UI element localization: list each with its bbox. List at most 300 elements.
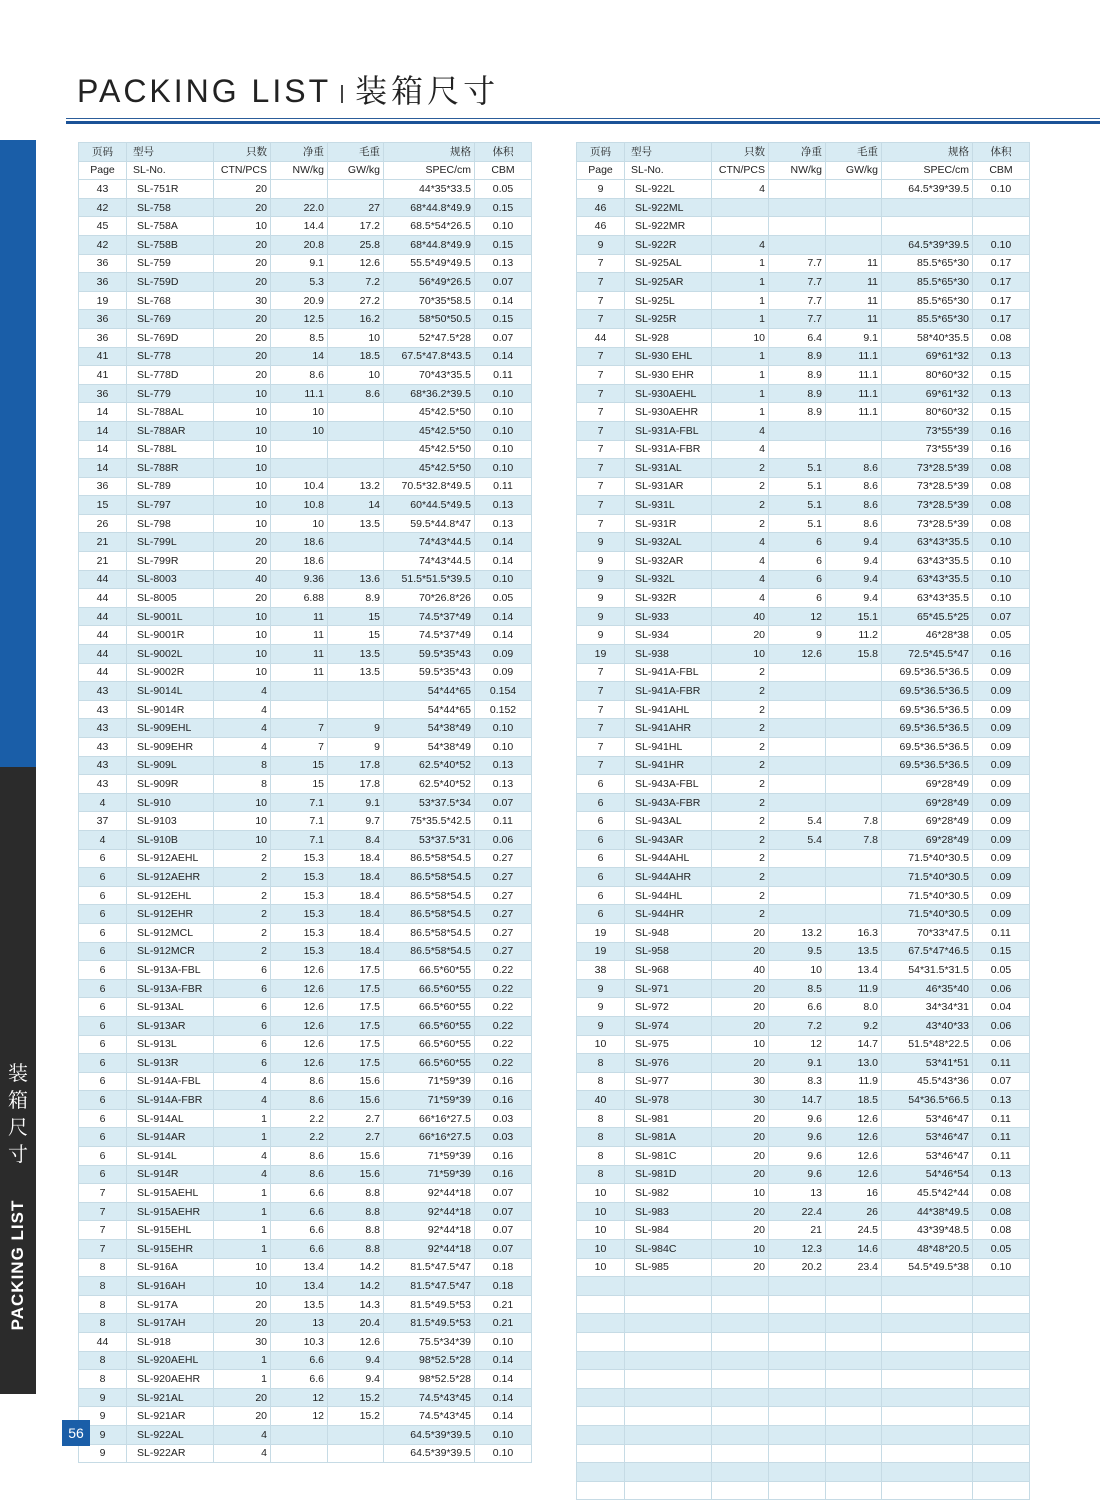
table-cell (712, 1277, 769, 1296)
table-cell: 2 (712, 477, 769, 496)
table-cell: 15 (328, 626, 384, 645)
table-cell: 20 (712, 998, 769, 1017)
table-cell: 80*60*32 (882, 366, 973, 385)
side-tab-blue (0, 140, 36, 767)
table-cell: 6 (214, 1016, 271, 1035)
table-cell: 44*35*33.5 (384, 180, 475, 199)
table-cell: 9 (577, 589, 625, 608)
table-cell: 15.6 (328, 1072, 384, 1091)
table-cell: 75.5*34*39 (384, 1333, 475, 1352)
table-cell: 52*47.5*28 (384, 328, 475, 347)
table-cell: 0.10 (475, 738, 532, 757)
table-cell: 7 (577, 514, 625, 533)
table-cell (769, 1425, 826, 1444)
table-row (577, 812, 1030, 831)
table-row (577, 1240, 1030, 1259)
table-row (577, 496, 1030, 515)
table-cell: 8.9 (769, 403, 826, 422)
table-cell: 6 (214, 961, 271, 980)
table-cell (826, 1277, 882, 1296)
table-cell (769, 1388, 826, 1407)
table-cell (769, 682, 826, 701)
table-cell: 0.05 (973, 961, 1030, 980)
table-cell (826, 180, 882, 199)
table-cell: 净重 (271, 143, 328, 162)
table-row (577, 923, 1030, 942)
table-cell: SL-920AEHR (127, 1370, 214, 1389)
table-cell (712, 1444, 769, 1463)
table-cell: 6 (214, 1035, 271, 1054)
table-row (79, 868, 532, 887)
table-cell: 0.09 (973, 830, 1030, 849)
table-cell: 0.07 (475, 1184, 532, 1203)
table-cell: 8 (577, 1147, 625, 1166)
table-row (79, 1370, 532, 1389)
table-cell: 0.09 (973, 756, 1030, 775)
table-cell: 毛重 (328, 143, 384, 162)
table-cell: SL-921AR (127, 1407, 214, 1426)
table-cell: 6 (79, 1054, 127, 1073)
side-label-en: PACKING LIST (8, 1199, 27, 1331)
table-cell: SL-931R (625, 514, 712, 533)
table-cell: 8 (577, 1072, 625, 1091)
table-cell: 71*59*39 (384, 1165, 475, 1184)
table-cell: SL-934 (625, 626, 712, 645)
table-cell: CBM (475, 161, 532, 180)
table-cell: 10 (769, 961, 826, 980)
table-cell (882, 1425, 973, 1444)
table-cell: 0.11 (973, 1128, 1030, 1147)
table-cell: 11 (826, 310, 882, 329)
table-cell: SL-798 (127, 514, 214, 533)
table-cell: 20 (712, 1165, 769, 1184)
table-cell (271, 700, 328, 719)
table-cell: 2 (712, 812, 769, 831)
table-cell: 20 (214, 366, 271, 385)
table-cell: 7.1 (271, 812, 328, 831)
table-cell: 6 (79, 1072, 127, 1091)
table-cell: 38 (577, 961, 625, 980)
side-char: 尺 (8, 1115, 28, 1139)
table-cell: 0.09 (973, 868, 1030, 887)
table-cell (328, 403, 384, 422)
table-cell: NW/kg (769, 161, 826, 180)
table-cell: 0.10 (973, 1258, 1030, 1277)
table-cell: 0.08 (973, 459, 1030, 478)
table-cell: 0.03 (475, 1128, 532, 1147)
table-cell: 10.8 (271, 496, 328, 515)
table-cell: SL-930 EHR (625, 366, 712, 385)
table-cell: 6.6 (271, 1351, 328, 1370)
table-cell: 0.14 (475, 1407, 532, 1426)
table-cell: 10.3 (271, 1333, 328, 1352)
table-cell: 30 (712, 1072, 769, 1091)
table-cell: 59.5*35*43 (384, 645, 475, 664)
table-cell: 17.5 (328, 998, 384, 1017)
table-row (577, 1072, 1030, 1091)
table-cell (826, 886, 882, 905)
table-cell: 12.5 (271, 310, 328, 329)
table-cell: 0.27 (475, 886, 532, 905)
table-cell: 8.6 (271, 366, 328, 385)
table-cell: 2 (214, 923, 271, 942)
table-cell: SL-928 (625, 328, 712, 347)
table-cell: 9 (328, 719, 384, 738)
table-cell: 8 (577, 1165, 625, 1184)
table-cell: 92*44*18 (384, 1184, 475, 1203)
table-cell: SL-789 (127, 477, 214, 496)
table-row (79, 1388, 532, 1407)
table-cell: 净重 (769, 143, 826, 162)
table-cell: SL-914L (127, 1147, 214, 1166)
table-cell: 66*16*27.5 (384, 1109, 475, 1128)
table-cell: 53*37.5*34 (384, 793, 475, 812)
table-row (79, 421, 532, 440)
table-row (79, 849, 532, 868)
table-cell: 10 (712, 645, 769, 664)
table-cell: 11.1 (271, 384, 328, 403)
table-cell: 7.8 (826, 812, 882, 831)
page-title (77, 66, 499, 112)
table-cell: 71*59*39 (384, 1091, 475, 1110)
table-cell: 0.10 (475, 1444, 532, 1463)
table-cell: 67.5*47.8*43.5 (384, 347, 475, 366)
table-cell: 只数 (712, 143, 769, 162)
table-cell (826, 663, 882, 682)
table-cell: 65*45.5*25 (882, 607, 973, 626)
table-cell: SL-913AR (127, 1016, 214, 1035)
table-cell: SL-922L (625, 180, 712, 199)
table-row (577, 868, 1030, 887)
table-cell: 0.14 (475, 552, 532, 571)
table-cell: 26 (826, 1202, 882, 1221)
table-cell (973, 1295, 1030, 1314)
table-row (79, 1109, 532, 1128)
table-cell: 15.2 (328, 1407, 384, 1426)
table-cell (577, 1333, 625, 1352)
table-cell: 15.3 (271, 905, 328, 924)
table-cell: 6 (79, 1016, 127, 1035)
table-cell: 6 (79, 1035, 127, 1054)
table-cell: 43*40*33 (882, 1016, 973, 1035)
table-cell (769, 738, 826, 757)
table-cell: SL-759D (127, 273, 214, 292)
table-cell (826, 868, 882, 887)
table-cell: 14 (271, 347, 328, 366)
table-cell: 46 (577, 217, 625, 236)
table-cell: 2 (214, 886, 271, 905)
table-cell: 69.5*36.5*36.5 (882, 719, 973, 738)
table-cell (973, 217, 1030, 236)
table-cell (882, 1314, 973, 1333)
table-cell (973, 1444, 1030, 1463)
table-cell: 0.10 (475, 403, 532, 422)
table-row (577, 1054, 1030, 1073)
table-cell: 27.2 (328, 291, 384, 310)
table-cell: 7 (577, 459, 625, 478)
table-row (577, 738, 1030, 757)
table-cell: SL-914A-FBL (127, 1072, 214, 1091)
table-row (79, 235, 532, 254)
table-cell: 6 (769, 570, 826, 589)
table-cell: 7.7 (769, 310, 826, 329)
table-cell: 71*59*39 (384, 1147, 475, 1166)
table-cell (769, 180, 826, 199)
table-cell: 8.8 (328, 1184, 384, 1203)
table-cell: 6 (79, 905, 127, 924)
table-cell: 72.5*45.5*47 (882, 645, 973, 664)
side-char: 装 (8, 1061, 28, 1085)
table-cell: 43*39*48.5 (882, 1221, 973, 1240)
table-cell: 0.13 (475, 254, 532, 273)
table-cell: 0.09 (475, 663, 532, 682)
table-cell: 17.5 (328, 1016, 384, 1035)
table-cell (826, 700, 882, 719)
table-cell: 71.5*40*30.5 (882, 905, 973, 924)
table-cell: 0.27 (475, 905, 532, 924)
table-cell: 7 (79, 1221, 127, 1240)
table-row (577, 626, 1030, 645)
table-cell: SL-981D (625, 1165, 712, 1184)
table-cell (826, 1351, 882, 1370)
table-cell: SL-941HL (625, 738, 712, 757)
table-row (577, 961, 1030, 980)
table-cell: 0.15 (973, 403, 1030, 422)
table-cell: 10 (214, 626, 271, 645)
table-cell: 2 (214, 868, 271, 887)
table-row (79, 310, 532, 329)
table-cell: 68.5*54*26.5 (384, 217, 475, 236)
table-cell: 14.7 (769, 1091, 826, 1110)
table-cell: 6 (214, 1054, 271, 1073)
table-cell (882, 1463, 973, 1482)
table-cell: 27 (328, 198, 384, 217)
table-cell: 4 (214, 738, 271, 757)
table-cell: 54*44*65 (384, 682, 475, 701)
table-cell: 0.09 (973, 700, 1030, 719)
table-cell: 8.5 (769, 979, 826, 998)
table-row (79, 1035, 532, 1054)
table-cell: 44 (79, 626, 127, 645)
table-cell: 0.07 (475, 1202, 532, 1221)
table-cell: 0.14 (475, 347, 532, 366)
table-cell: 20 (214, 1314, 271, 1333)
table-cell: 80*60*32 (882, 403, 973, 422)
table-cell (882, 1295, 973, 1314)
table-cell: 53*46*47 (882, 1147, 973, 1166)
table-cell: 43 (79, 775, 127, 794)
table-cell: SL-758 (127, 198, 214, 217)
table-cell: 7 (271, 738, 328, 757)
table-cell: 10 (712, 328, 769, 347)
table-cell (769, 1277, 826, 1296)
table-cell (882, 1407, 973, 1426)
table-cell: SL-799R (127, 552, 214, 571)
table-cell: 43 (79, 682, 127, 701)
table-cell (973, 1481, 1030, 1500)
table-cell: 0.10 (475, 421, 532, 440)
table-cell: 64.5*39*39.5 (882, 180, 973, 199)
table-cell (973, 1370, 1030, 1389)
table-cell: 41 (79, 347, 127, 366)
table-cell: SL-9001R (127, 626, 214, 645)
table-cell: 2 (712, 719, 769, 738)
table-cell: 15.1 (826, 607, 882, 626)
table-cell: 20 (712, 979, 769, 998)
table-row (79, 886, 532, 905)
side-char: 箱 (8, 1088, 28, 1112)
table-cell: 0.27 (475, 849, 532, 868)
table-cell (769, 1463, 826, 1482)
table-cell: 0.16 (475, 1072, 532, 1091)
table-row (577, 849, 1030, 868)
table-cell: 48*48*20.5 (882, 1240, 973, 1259)
table-cell: 0.10 (475, 570, 532, 589)
table-cell: 5.1 (769, 514, 826, 533)
table-cell (328, 533, 384, 552)
table-cell: 12 (271, 1407, 328, 1426)
table-cell: 64.5*39*39.5 (384, 1444, 475, 1463)
table-cell: 71.5*40*30.5 (882, 849, 973, 868)
table-cell: 15.3 (271, 942, 328, 961)
table-cell: 70*33*47.5 (882, 923, 973, 942)
table-cell (769, 663, 826, 682)
table-row (577, 1165, 1030, 1184)
table-cell: 70*43*35.5 (384, 366, 475, 385)
table-cell: 18.5 (328, 347, 384, 366)
table-cell: 9.6 (769, 1165, 826, 1184)
table-cell: 0.09 (475, 645, 532, 664)
table-cell: 54*44*65 (384, 700, 475, 719)
table-cell: 75*35.5*42.5 (384, 812, 475, 831)
table-cell: 21 (769, 1221, 826, 1240)
table-row (79, 254, 532, 273)
table-cell: SL-914R (127, 1165, 214, 1184)
table-cell: 81.5*47.5*47 (384, 1277, 475, 1296)
table-cell: 11 (271, 607, 328, 626)
table-cell (973, 1407, 1030, 1426)
table-header-en (577, 161, 1030, 180)
table-cell: 13.2 (328, 477, 384, 496)
table-row (577, 198, 1030, 217)
table-cell: SL-912MCR (127, 942, 214, 961)
table-cell: SL-788AR (127, 421, 214, 440)
table-cell: SL-9002L (127, 645, 214, 664)
table-cell: SL-910 (127, 793, 214, 812)
table-row (577, 1295, 1030, 1314)
table-cell: SL-931AL (625, 459, 712, 478)
table-cell: 0.11 (475, 812, 532, 831)
table-cell: 13.4 (271, 1258, 328, 1277)
table-cell: 53*41*51 (882, 1054, 973, 1073)
table-cell: 36 (79, 310, 127, 329)
table-row (577, 533, 1030, 552)
table-cell: SL-No. (625, 161, 712, 180)
table-cell: 53*46*47 (882, 1128, 973, 1147)
table-cell (712, 1333, 769, 1352)
table-row (577, 645, 1030, 664)
table-cell: 69*28*49 (882, 775, 973, 794)
table-cell (826, 235, 882, 254)
table-cell: 13 (271, 1314, 328, 1333)
table-cell: 36 (79, 273, 127, 292)
table-cell: SL-925AL (625, 254, 712, 273)
table-cell: 0.15 (973, 366, 1030, 385)
table-cell: SL-981A (625, 1128, 712, 1147)
page-number: 56 (62, 1420, 90, 1446)
table-cell: 0.14 (475, 1351, 532, 1370)
table-cell: 10 (214, 440, 271, 459)
table-cell: SL-788R (127, 459, 214, 478)
table-cell: 69*28*49 (882, 793, 973, 812)
table-cell: 15 (271, 775, 328, 794)
table-cell (826, 1481, 882, 1500)
table-cell: 11 (826, 273, 882, 292)
table-row (577, 347, 1030, 366)
table-cell: 9 (577, 626, 625, 645)
table-cell: SL-916AH (127, 1277, 214, 1296)
table-cell: 8.0 (826, 998, 882, 1017)
table-cell: 43 (79, 719, 127, 738)
table-cell: 44*38*49.5 (882, 1202, 973, 1221)
table-cell: 9.1 (826, 328, 882, 347)
table-cell: 69.5*36.5*36.5 (882, 682, 973, 701)
table-cell: 0.05 (973, 626, 1030, 645)
table-cell: 14 (79, 440, 127, 459)
table-cell: 2 (712, 849, 769, 868)
table-row (577, 830, 1030, 849)
table-cell: SL-912AEHL (127, 849, 214, 868)
table-cell: SL-978 (625, 1091, 712, 1110)
table-cell: 11 (271, 663, 328, 682)
table-cell: 68*36.2*39.5 (384, 384, 475, 403)
table-cell: 7 (577, 366, 625, 385)
table-cell: 20.2 (769, 1258, 826, 1277)
table-cell: 10 (271, 514, 328, 533)
table-cell: 66*16*27.5 (384, 1128, 475, 1147)
table-cell: 15.2 (328, 1388, 384, 1407)
table-cell: 2 (214, 942, 271, 961)
table-cell: 0.11 (973, 1147, 1030, 1166)
table-cell: 85.5*65*30 (882, 310, 973, 329)
table-cell: 0.07 (475, 273, 532, 292)
table-cell: 20.8 (271, 235, 328, 254)
table-cell: 6 (79, 923, 127, 942)
table-cell: 11 (271, 626, 328, 645)
table-cell: 62.5*40*52 (384, 775, 475, 794)
table-cell: 1 (214, 1221, 271, 1240)
table-row (577, 1333, 1030, 1352)
table-cell: SL-933 (625, 607, 712, 626)
table-cell (625, 1407, 712, 1426)
table-cell: 12 (769, 1035, 826, 1054)
table-cell (826, 1333, 882, 1352)
table-cell: 8.9 (328, 589, 384, 608)
table-cell: 0.18 (475, 1277, 532, 1296)
table-cell: 18.4 (328, 923, 384, 942)
table-cell (328, 1425, 384, 1444)
table-cell: 8 (79, 1277, 127, 1296)
table-cell (625, 1314, 712, 1333)
table-cell: 6 (79, 849, 127, 868)
table-cell: 10 (214, 403, 271, 422)
table-cell: SL-799L (127, 533, 214, 552)
table-cell: 92*44*18 (384, 1240, 475, 1259)
table-cell: 17.5 (328, 961, 384, 980)
table-cell: 6 (577, 793, 625, 812)
table-cell: 7.7 (769, 273, 826, 292)
table-cell (826, 1295, 882, 1314)
